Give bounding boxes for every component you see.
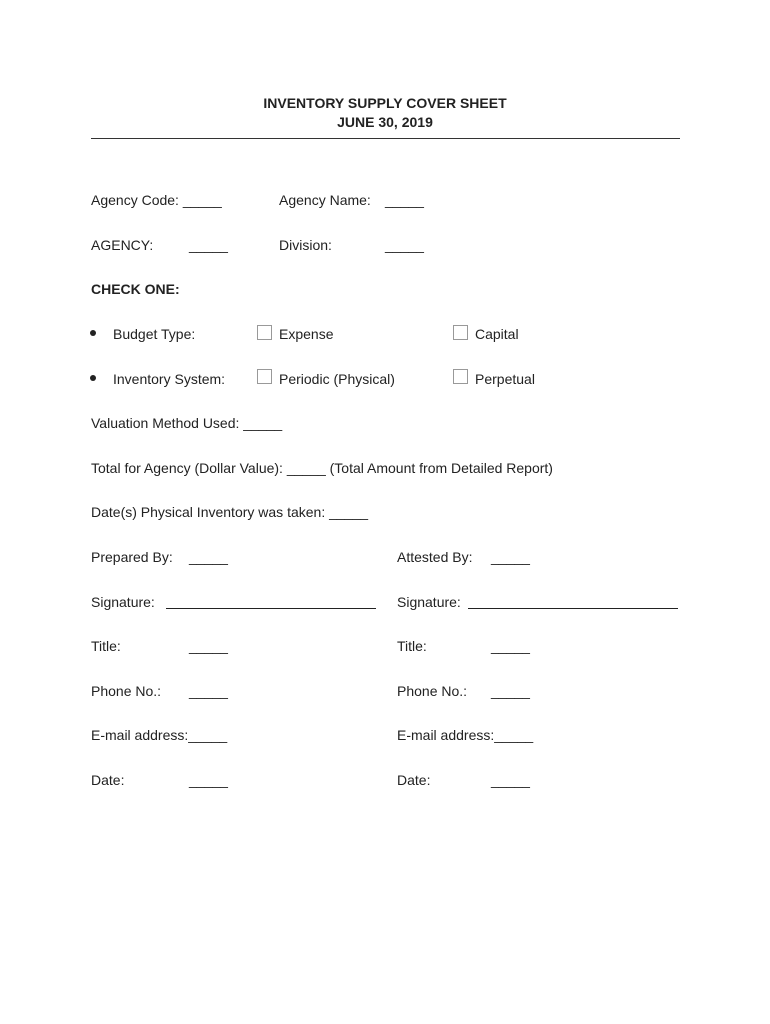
division-field[interactable]: _____ [385, 237, 424, 253]
capital-checkbox[interactable] [453, 325, 468, 340]
agency-code-field[interactable]: Agency Code: _____ [91, 192, 222, 208]
attester-title-field[interactable]: _____ [491, 638, 530, 654]
agency-field[interactable]: _____ [189, 237, 228, 253]
attester-phone-label: Phone No.: [397, 683, 468, 699]
attester-title-label: Title: [397, 638, 427, 654]
agency-name-field[interactable]: _____ [385, 192, 424, 208]
periodic-checkbox[interactable] [257, 369, 272, 384]
header-divider [91, 138, 680, 139]
agency-label: AGENCY: [91, 237, 154, 253]
agency-name-label: Agency Name: [279, 192, 371, 208]
date-field[interactable]: _____ [189, 772, 228, 788]
budget-type-label: Budget Type: [113, 326, 196, 342]
perpetual-option-label: Perpetual [475, 371, 535, 387]
attester-date-field[interactable]: _____ [491, 772, 530, 788]
document-date: JUNE 30, 2019 [337, 114, 433, 130]
capital-option-label: Capital [475, 326, 519, 342]
phone-field[interactable]: _____ [189, 683, 228, 699]
attester-signature-line[interactable] [468, 608, 678, 609]
signature-label: Signature: [91, 594, 155, 610]
prepared-by-label: Prepared By: [91, 549, 173, 565]
attester-signature-label: Signature: [397, 594, 461, 610]
phone-label: Phone No.: [91, 683, 162, 699]
expense-checkbox[interactable] [257, 325, 272, 340]
attester-date-label: Date: [397, 772, 431, 788]
title-field[interactable]: _____ [189, 638, 228, 654]
total-dollar-value-field[interactable]: Total for Agency (Dollar Value): _____ (Total Amount from Detailed Report) [91, 460, 553, 476]
inventory-dates-field[interactable]: Date(s) Physical Inventory was taken: _____ [91, 504, 369, 520]
valuation-method-field[interactable]: Valuation Method Used: _____ [91, 415, 283, 431]
email-field[interactable]: E-mail address:_____ [91, 727, 228, 743]
periodic-option-label: Periodic (Physical) [279, 371, 395, 387]
attested-by-field[interactable]: _____ [491, 549, 530, 565]
attester-email-field[interactable]: E-mail address:_____ [397, 727, 534, 743]
inventory-system-label: Inventory System: [113, 371, 226, 387]
signature-line[interactable] [166, 608, 376, 609]
division-label: Division: [279, 237, 332, 253]
document-title: INVENTORY SUPPLY COVER SHEET [263, 95, 507, 111]
date-label: Date: [91, 772, 125, 788]
expense-option-label: Expense [279, 326, 334, 342]
attested-by-label: Attested By: [397, 549, 473, 565]
check-one-heading: CHECK ONE: [91, 281, 180, 297]
prepared-by-field[interactable]: _____ [189, 549, 228, 565]
attester-phone-field[interactable]: _____ [491, 683, 530, 699]
title-label: Title: [91, 638, 121, 654]
perpetual-checkbox[interactable] [453, 369, 468, 384]
bullet-icon [90, 330, 96, 336]
bullet-icon [90, 375, 96, 381]
